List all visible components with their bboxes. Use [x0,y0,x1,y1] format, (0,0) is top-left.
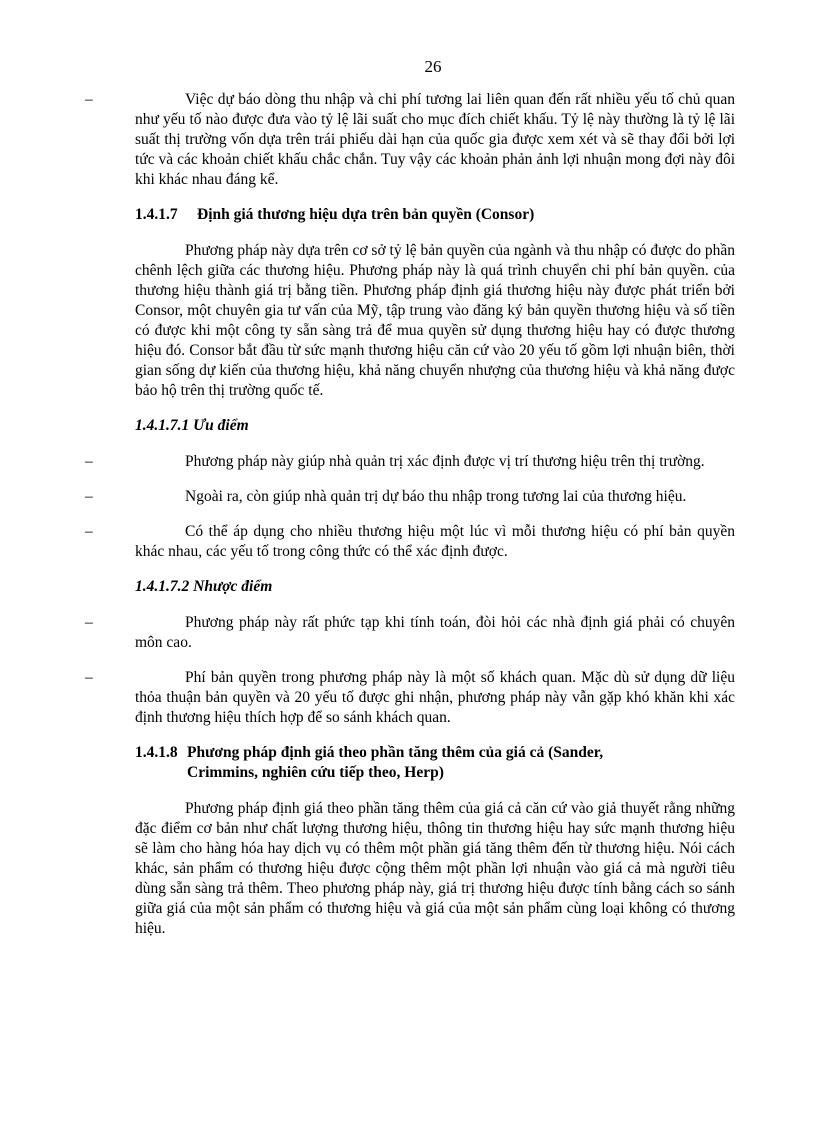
subsection-heading-disadvantages: 1.4.1.7.2 Nhược điểm [135,578,273,595]
body-paragraph: Phương pháp này dựa trên cơ sở tỷ lệ bản quyền của ngành và thu nhập có được do phần chênh lệch giữa các thương hiệu. Phương pháp này là quá trình chuyển chi phí bản quyền. của thương hiệu thành giá trị bằng tiền. Phương pháp định giá thương hiệu này được phát triển bởi Consor, một chuyên gia tư vấn của Mỹ, tập trung vào đăng ký bản quyền thương hiệu và số tiền có được khi một công ty sẵn sàng trả để mua quyền sử dụng thương hiệu hay có được thương hiệu đó. Consor bắt đầu từ sức mạnh thương hiệu căn cứ vào 20 yếu tố gồm lợi nhuận biên, thời gian sống dự kiến của thương hiệu, khả năng chuyển nhượng của thương hiệu và khả năng được bảo hộ trên thị trường quốc tế. [135,242,735,399]
section-heading-1-4-1-7 [135,205,735,225]
paragraph-text: Việc dự báo dòng thu nhập và chi phí tương lai liên quan đến rất nhiều yếu tố chủ quan như yếu tố nào được đưa vào tỷ lệ lãi suất cho mục đích chiết khấu. Tỷ lệ này thường là tỷ lệ lãi suất thị trường vốn dựa trên trái phiếu dài hạn của quốc gia được xem xét và sẽ thay đổi bởi lợi tức và các khoản chiết khấu chắc chắn. Tuy vậy các khoản phản ảnh lợi nhuận mong đợi này đôi khi khác nhau đáng kể. [135,91,735,188]
bullet-paragraph [85,487,735,507]
paragraph-text: Có thể áp dụng cho nhiều thương hiệu một lúc vì mỗi thương hiệu có phí bản quyền khác nhau, các yếu tố trong công thức có thể xác định được. [135,523,735,560]
paragraph-text: Phương pháp này giúp nhà quản trị xác định được vị trí thương hiệu trên thị trường. [185,453,705,470]
paragraph-text: Phương pháp này rất phức tạp khi tính toán, đòi hỏi các nhà định giá phải có chuyên môn cao. [135,614,735,651]
bullet-paragraph [85,522,735,562]
subsection-heading-advantages: 1.4.1.7.1 Ưu điểm [135,417,249,434]
bullet-dash: – [85,91,93,108]
bullet-dash: – [85,488,93,505]
body-paragraph: Phương pháp định giá theo phần tăng thêm của giá cả căn cứ vào giả thuyết rằng những đặc điểm cơ bản như chất lượng thương hiệu, thông tin thương hiệu hay sức mạnh thương hiệu sẽ làm cho hàng hóa hay dịch vụ có thêm một phần giá tăng thêm đến từ thương hiệu. Nói cách khác, sản phẩm có thương hiệu được cộng thêm một phần lợi nhuận vào giá cả mà người tiêu dùng sẵn sàng trả thêm. Theo phương pháp này, giá trị thương hiệu được tính bằng cách so sánh giữa giá của một sản phẩm có thương hiệu và giá của một sản phẩm cùng loại không có thương hiệu. [135,800,735,937]
document-body [85,90,735,954]
section-title-line-2: Crimmins, nghiên cứu tiếp theo, Herp) [187,764,444,781]
bullet-paragraph [85,613,735,653]
bullet-paragraph [85,452,735,472]
bullet-dash: – [85,614,93,631]
section-number: 1.4.1.7 [135,206,178,223]
paragraph-text: Phí bản quyền trong phương pháp này là một số khách quan. Mặc dù sử dụng dữ liệu thỏa thuận bản quyền và 20 yếu tố được ghi nhận, phương pháp này vẫn gặp khó khăn khi xác định thương hiệu thích hợp để so sánh khách quan. [135,669,735,726]
bullet-paragraph [85,668,735,728]
bullet-dash: – [85,669,93,686]
section-title: Định giá thương hiệu dựa trên bản quyền (Consor) [197,206,535,223]
bullet-paragraph [85,90,735,190]
section-number: 1.4.1.8 [135,744,178,761]
bullet-dash: – [85,453,93,470]
page-number: 26 [424,57,442,76]
section-heading-1-4-1-8 [135,743,735,783]
bullet-dash: – [85,523,93,540]
section-title-line-1: Phương pháp định giá theo phần tăng thêm của giá cả (Sander, [187,744,604,761]
paragraph-text: Ngoài ra, còn giúp nhà quản trị dự báo thu nhập trong tương lai của thương hiệu. [185,488,687,505]
